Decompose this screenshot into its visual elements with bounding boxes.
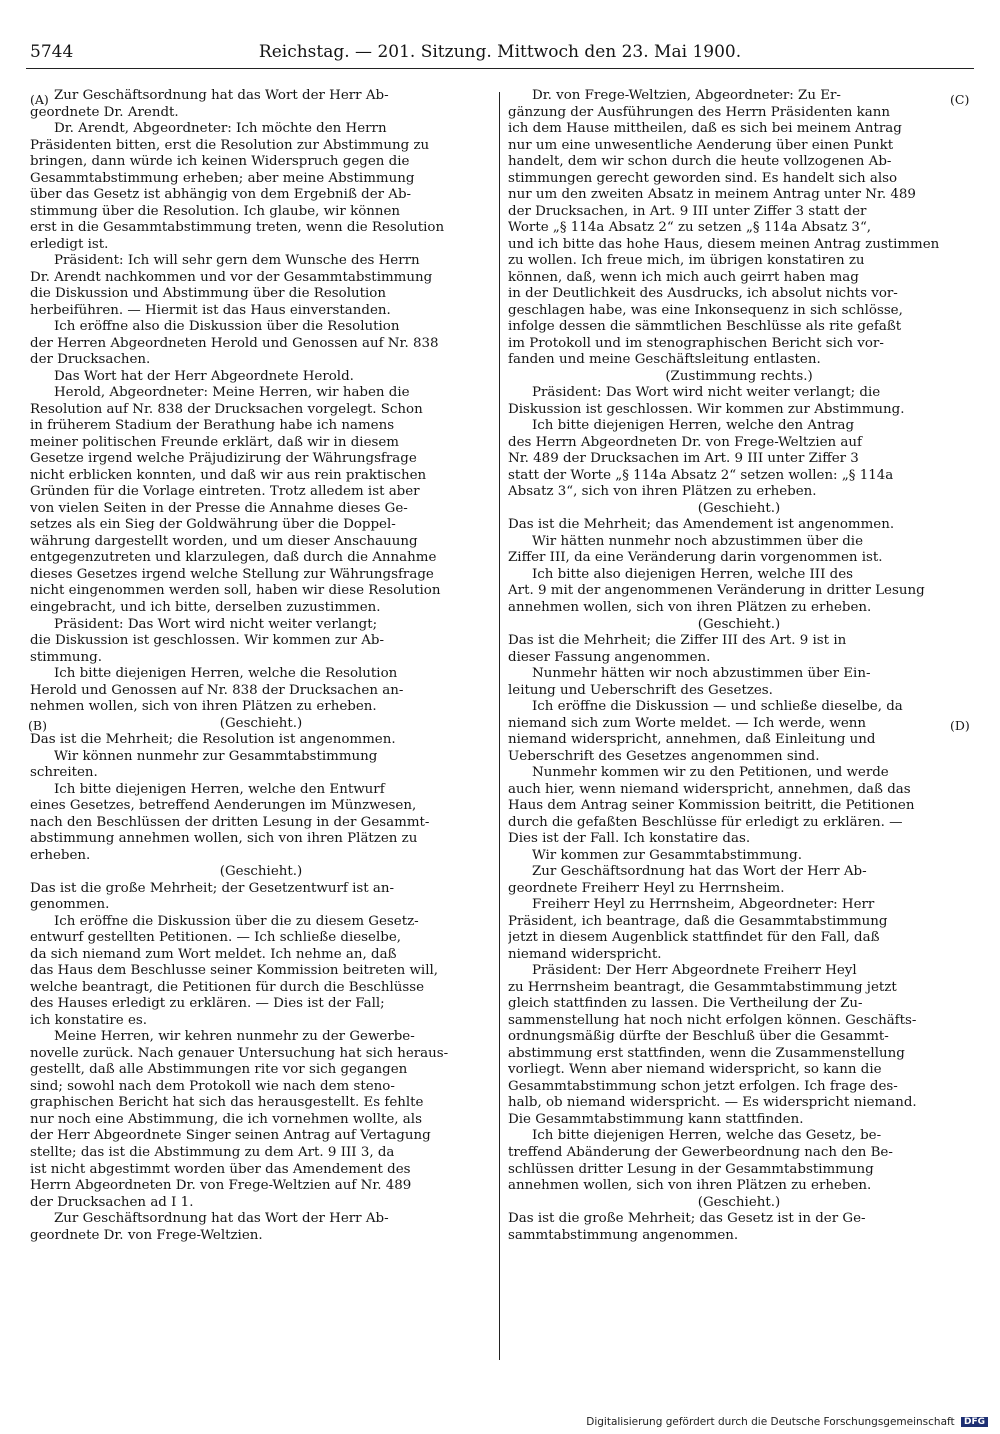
paragraph: Zur Geschäftsordnung hat das Wort der Herr Ab- geordnete Dr. Arendt. bbox=[30, 88, 389, 120]
paragraph: Nunmehr kommen wir zu den Petitionen, und werde auch hier, wenn niemand widerspricht, annehmen, daß das Haus dem Antrag seiner Kommission beitritt, die Petitionen durch die gefaßten Beschlüsse für erledigt zu erklären. — Dies ist der Fall. Ich konstatire das. bbox=[508, 765, 915, 847]
left-column bbox=[30, 88, 492, 1244]
paragraph: Präsident: Das Wort wird nicht weiter verlangt; die Diskussion ist geschlossen. Wir kommen zur Ab- stimmung. bbox=[30, 616, 385, 665]
paragraph: Das ist die Mehrheit; das Amendement ist angenommen. bbox=[508, 517, 895, 533]
paragraph: Ich bitte diejenigen Herren, welche das Gesetz, be- treffend Abänderung der Gewerbeordnung nach den Be- schlüssen dritter Lesung in der Gesammtabstimmung annehmen wollen, sich von ihren Plätzen zu erheben. bbox=[508, 1128, 893, 1194]
paragraph: Das Wort hat der Herr Abgeordnete Herold. bbox=[54, 368, 354, 384]
margin-marker-c: (C) bbox=[950, 92, 970, 107]
right-column bbox=[508, 88, 970, 1244]
paragraph: Freiherr Heyl zu Herrnsheim, Abgeordneter: Herr Präsident, ich beantrage, daß die Gesammtabstimmung jetzt in diesem Augenblick stattfindet für den Fall, daß niemand widerspricht. bbox=[508, 897, 888, 962]
page-header bbox=[26, 38, 974, 69]
paragraph: Ich eröffne die Diskussion über die zu diesem Gesetz- entwurf gestellten Petitionen. — Ich schließe dieselbe, da sich niemand zum Wort meldet. Ich nehme an, daß das Haus dem Beschlusse seiner Kommission beitreten will, welche beantragt, die Petitionen für durch die Beschlüsse des Hauses erledigt zu erklären. — Dies ist der Fall; ich konstatire es. bbox=[30, 913, 439, 1028]
paragraph: Das ist die Mehrheit; die Resolution ist angenommen. bbox=[30, 732, 396, 748]
paragraph: (Geschieht.) bbox=[697, 500, 781, 516]
paragraph: Ich bitte diejenigen Herren, welche die Resolution Herold und Genossen auf Nr. 838 der Drucksachen an- nehmen wollen, sich von ihren Plätzen zu erheben. bbox=[30, 666, 404, 715]
paragraph: Ich bitte diejenigen Herren, welche den Antrag des Herrn Abgeordneten Dr. von Frege-Weltzien auf Nr. 489 der Drucksachen im Art. 9 III unter Ziffer 3 statt der Worte „§ 114a Absatz 2“ setzen wollen: „§ 114a Absatz 3“, sich von ihren Plätzen zu erheben. bbox=[508, 418, 894, 500]
dfg-logo: DFG bbox=[961, 1417, 988, 1427]
footer-credit bbox=[586, 1416, 988, 1428]
paragraph: Ich eröffne also die Diskussion über die Resolution der Herren Abgeordneten Herold und Genossen auf Nr. 838 der Drucksachen. bbox=[30, 319, 439, 368]
paragraph: Ich bitte diejenigen Herren, welche den Entwurf eines Gesetzes, betreffend Aenderungen im Münzwesen, nach den Beschlüssen der dritten Lesung in der Gesammt- abstimmung annehmen wollen, sich von ihren Plätzen zu erheben. bbox=[30, 781, 430, 863]
paragraph: Das ist die große Mehrheit; der Gesetzentwurf ist an- genommen. bbox=[30, 880, 395, 913]
margin-marker-b: (B) bbox=[28, 718, 47, 733]
paragraph: (Geschieht.) bbox=[219, 715, 303, 731]
paragraph: Präsident: Der Herr Abgeordnete Freiherr Heyl zu Herrnsheim beantragt, die Gesammtabstimmung jetzt gleich stattfinden zu lassen. Die Vertheilung der Zu- sammenstellung hat noch nicht erfolgen können. Geschäfts- ordnungsmäßig dürfte der Beschluß über die Gesammt- abstimmung erst stattfinden, wenn die Zusammenstellung vorliegt. Wenn aber niemand widerspricht, so kann die Gesammtabstimmung schon jetzt erfolgen. Ich frage des- halb, ob niemand widerspricht. — Es widerspricht niemand. Die Gesammtabstimmung kann stattfinden. bbox=[508, 963, 917, 1127]
paragraph: Zur Geschäftsordnung hat das Wort der Herr Ab- geordnete Dr. von Frege-Weltzien. bbox=[30, 1211, 389, 1243]
paragraph: Wir kommen zur Gesammtabstimmung. bbox=[532, 847, 802, 863]
paragraph: (Geschieht.) bbox=[697, 616, 781, 632]
paragraph: Ich bitte also diejenigen Herren, welche III des Art. 9 mit der angenommenen Veränderung in dritter Lesung annehmen wollen, sich von ihren Plätzen zu erheben. bbox=[508, 566, 925, 615]
paragraph: (Geschieht.) bbox=[219, 864, 303, 880]
paragraph: Das ist die Mehrheit; die Ziffer III des Art. 9 ist in dieser Fassung angenommen. bbox=[508, 633, 847, 665]
column-divider bbox=[499, 92, 500, 1360]
paragraph: Dr. Arendt, Abgeordneter: Ich möchte den Herrn Präsidenten bitten, erst die Resolution zur Abstimmung zu bringen, dann würde ich keinen Widerspruch gegen die Gesammtabstimmung erheben; aber meine Abstimmung über das Gesetz ist abhängig von dem Ergebniß der Ab- stimmung über die Resolution. Ich glaube, wir können erst in die Gesammtabstimmung treten, wenn die Resolution erledigt ist. bbox=[30, 121, 445, 252]
paragraph: Dr. von Frege-Weltzien, Abgeordneter: Zu Er- gänzung der Ausführungen des Herrn Präsidenten kann ich dem Hause mittheilen, daß es sich bei meinem Antrag nur um eine unwesentliche Aenderung über einen Punkt handelt, dem wir schon durch die heute vollzogenen Ab- stimmungen gerecht geworden sind. Es handelt sich also nur um den zweiten Absatz in meinem Antrag unter Nr. 489 der Drucksachen, in Art. 9 III unter Ziffer 3 statt der Worte „§ 114a Absatz 2“ zu setzen „§ 114a Absatz 3“, und ich bitte das hohe Haus, diesem meinen Antrag zustimmen zu wollen. Ich freue mich, im übrigen konstatiren zu können, daß, wenn ich mich auch geirrt haben mag in der Deutlichkeit des Ausdrucks, ich absolut nichts vor- geschlagen habe, was eine Inkonsequenz in sich schlösse, infolge dessen die sämmtlichen Beschlüsse als rite gefaßt im Protokoll und im stenographischen Bericht sich vor- fanden und meine Geschäftsleitung entlasten. bbox=[508, 88, 940, 368]
paragraph: Präsident: Ich will sehr gern dem Wunsche des Herrn Dr. Arendt nachkommen und vor der Gesammtabstimmung die Diskussion und Abstimmung über die Resolution herbeiführen. — Hiermit ist das Haus einverstanden. bbox=[30, 253, 433, 318]
paragraph: Nunmehr hätten wir noch abzustimmen über Ein- leitung und Ueberschrift des Gesetzes. bbox=[508, 666, 871, 698]
paragraph: (Zustimmung rechts.) bbox=[665, 368, 813, 384]
paragraph: Meine Herren, wir kehren nunmehr zu der Gewerbe- novelle zurück. Nach genauer Untersuchung hat sich heraus- gestellt, daß alle Abstimmungen rite vor sich gegangen sind; sowohl nach dem Protokoll wie nach dem steno- graphischen Bericht hat sich das herausgestellt. Es fehlte nur noch eine Abstimmung, die ich vornehmen wollte, als der Herr Abgeordnete Singer seinen Antrag auf Vertagung stellte; das ist die Abstimmung zu dem Art. 9 III 3, da ist nicht abgestimmt worden über das Amendement des Herrn Abgeordneten Dr. von Frege-Weltzien auf Nr. 489 der Drucksachen ad I 1. bbox=[30, 1029, 449, 1210]
paragraph: Herold, Abgeordneter: Meine Herren, wir haben die Resolution auf Nr. 838 der Drucksachen vorgelegt. Schon in früherem Stadium der Berathung habe ich namens meiner politischen Freunde erklärt, daß wir in diesem Gesetze irgend welche Präjudizirung der Währungsfrage nicht erblicken konnten, und daß wir aus rein praktischen Gründen für die Vorlage eintreten. Trotz alledem ist aber von vielen Seiten in der Presse die Annahme dieses Ge- setzes als ein Sieg der Goldwährung über die Doppel- währung dargestellt worden, und um dieser Anschauung entgegenzutreten und klarzulegen, daß durch die Annahme dieses Gesetzes irgend welche Stellung zur Währungsfrage nicht eingenommen werden soll, haben wir diese Resolution eingebracht, und ich bitte, derselben zuzustimmen. bbox=[30, 385, 441, 615]
page-number: 5744 bbox=[30, 42, 74, 62]
paragraph: Präsident: Das Wort wird nicht weiter verlangt; die Diskussion ist geschlossen. Wir kommen zur Abstimmung. bbox=[508, 385, 905, 417]
paragraph: (Geschieht.) bbox=[697, 1194, 781, 1210]
paragraph: Wir hätten nunmehr noch abzustimmen über die Ziffer III, da eine Veränderung darin vorgenommen ist. bbox=[508, 533, 883, 566]
margin-marker-a: (A) bbox=[30, 92, 49, 107]
page-title: Reichstag. — 201. Sitzung. Mittwoch den 23. Mai 1900. bbox=[258, 42, 742, 62]
paragraph: Ich eröffne die Diskussion — und schließe dieselbe, da niemand sich zum Worte meldet. — Ich werde, wenn niemand widerspricht, annehmen, daß Einleitung und Ueberschrift des Gesetzes angenommen sind. bbox=[508, 699, 903, 764]
paragraph: Das ist die große Mehrheit; das Gesetz ist in der Ge- sammtabstimmung angenommen. bbox=[508, 1211, 866, 1243]
margin-marker-d: (D) bbox=[950, 718, 970, 733]
paragraph: Zur Geschäftsordnung hat das Wort der Herr Ab- geordnete Freiherr Heyl zu Herrnsheim. bbox=[508, 864, 867, 896]
paragraph: Wir können nunmehr zur Gesammtabstimmung schreiten. bbox=[30, 748, 378, 781]
credit-text: Digitalisierung gefördert durch die Deutsche Forschungsgemeinschaft bbox=[586, 1416, 955, 1428]
